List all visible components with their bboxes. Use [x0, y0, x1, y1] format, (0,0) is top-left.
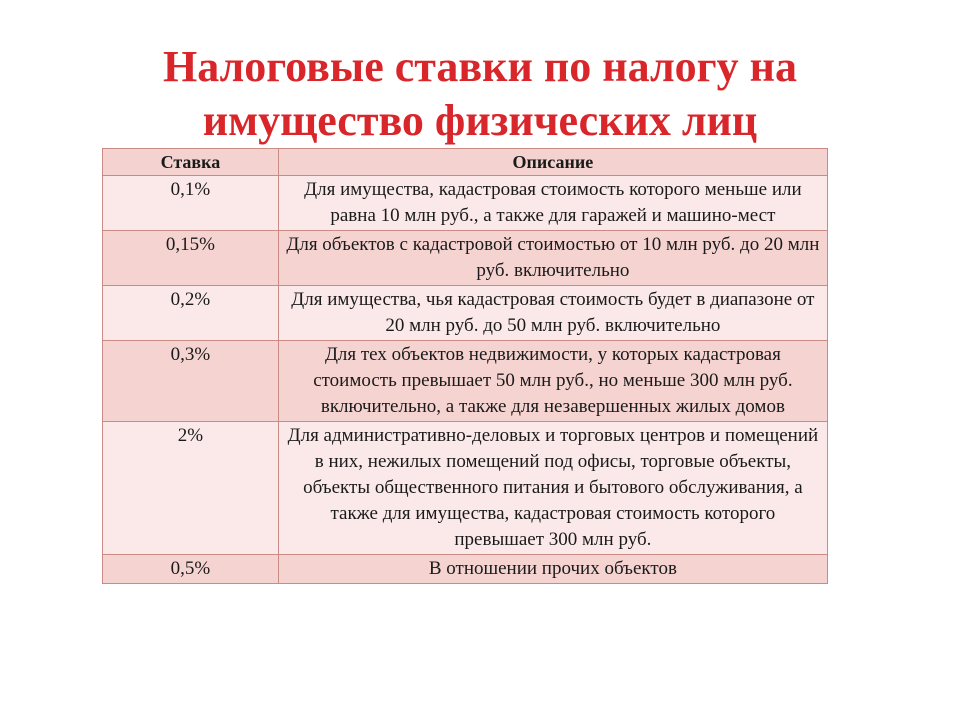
- table-row: [103, 286, 828, 341]
- rate-cell: 0,1%: [103, 176, 279, 231]
- rate-cell: 0,2%: [103, 286, 279, 341]
- page-title-line-2: имущество физических лиц: [202, 96, 758, 145]
- table-header-row: [103, 149, 828, 176]
- description-cell: Для тех объектов недвижимости, у которых кадастровая стоимость превышает 50 млн руб., но меньше 300 млн руб. включительно, а также для незавершенных жилых домов: [278, 341, 827, 422]
- description-cell: Для объектов с кадастровой стоимостью от 10 млн руб. до 20 млн руб. включительно: [278, 231, 827, 286]
- table-row: [103, 422, 828, 555]
- header-rate: Ставка: [103, 149, 279, 176]
- table-row: [103, 231, 828, 286]
- rate-cell: 0,3%: [103, 341, 279, 422]
- description-cell: Для административно-деловых и торговых центров и помещений в них, нежилых помещений под офисы, торговые объекты, объекты общественного питания и бытового обслуживания, а также для имущества, кадастровая стоимость которого превышает 300 млн руб.: [278, 422, 827, 555]
- rate-cell: 0,5%: [103, 555, 279, 584]
- table-row: [103, 176, 828, 231]
- table-row: [103, 341, 828, 422]
- description-cell: Для имущества, чья кадастровая стоимость будет в диапазоне от 20 млн руб. до 50 млн руб. включительно: [278, 286, 827, 341]
- rate-cell: 2%: [103, 422, 279, 555]
- description-cell: В отношении прочих объектов: [278, 555, 827, 584]
- tax-rates-table: [102, 148, 828, 584]
- description-cell: Для имущества, кадастровая стоимость которого меньше или равна 10 млн руб., а также для гаражей и машино-мест: [278, 176, 827, 231]
- header-description: Описание: [278, 149, 827, 176]
- page-title: [0, 40, 960, 148]
- table-row: [103, 555, 828, 584]
- page-title-line-1: Налоговые ставки по налогу на: [163, 42, 797, 91]
- rate-cell: 0,15%: [103, 231, 279, 286]
